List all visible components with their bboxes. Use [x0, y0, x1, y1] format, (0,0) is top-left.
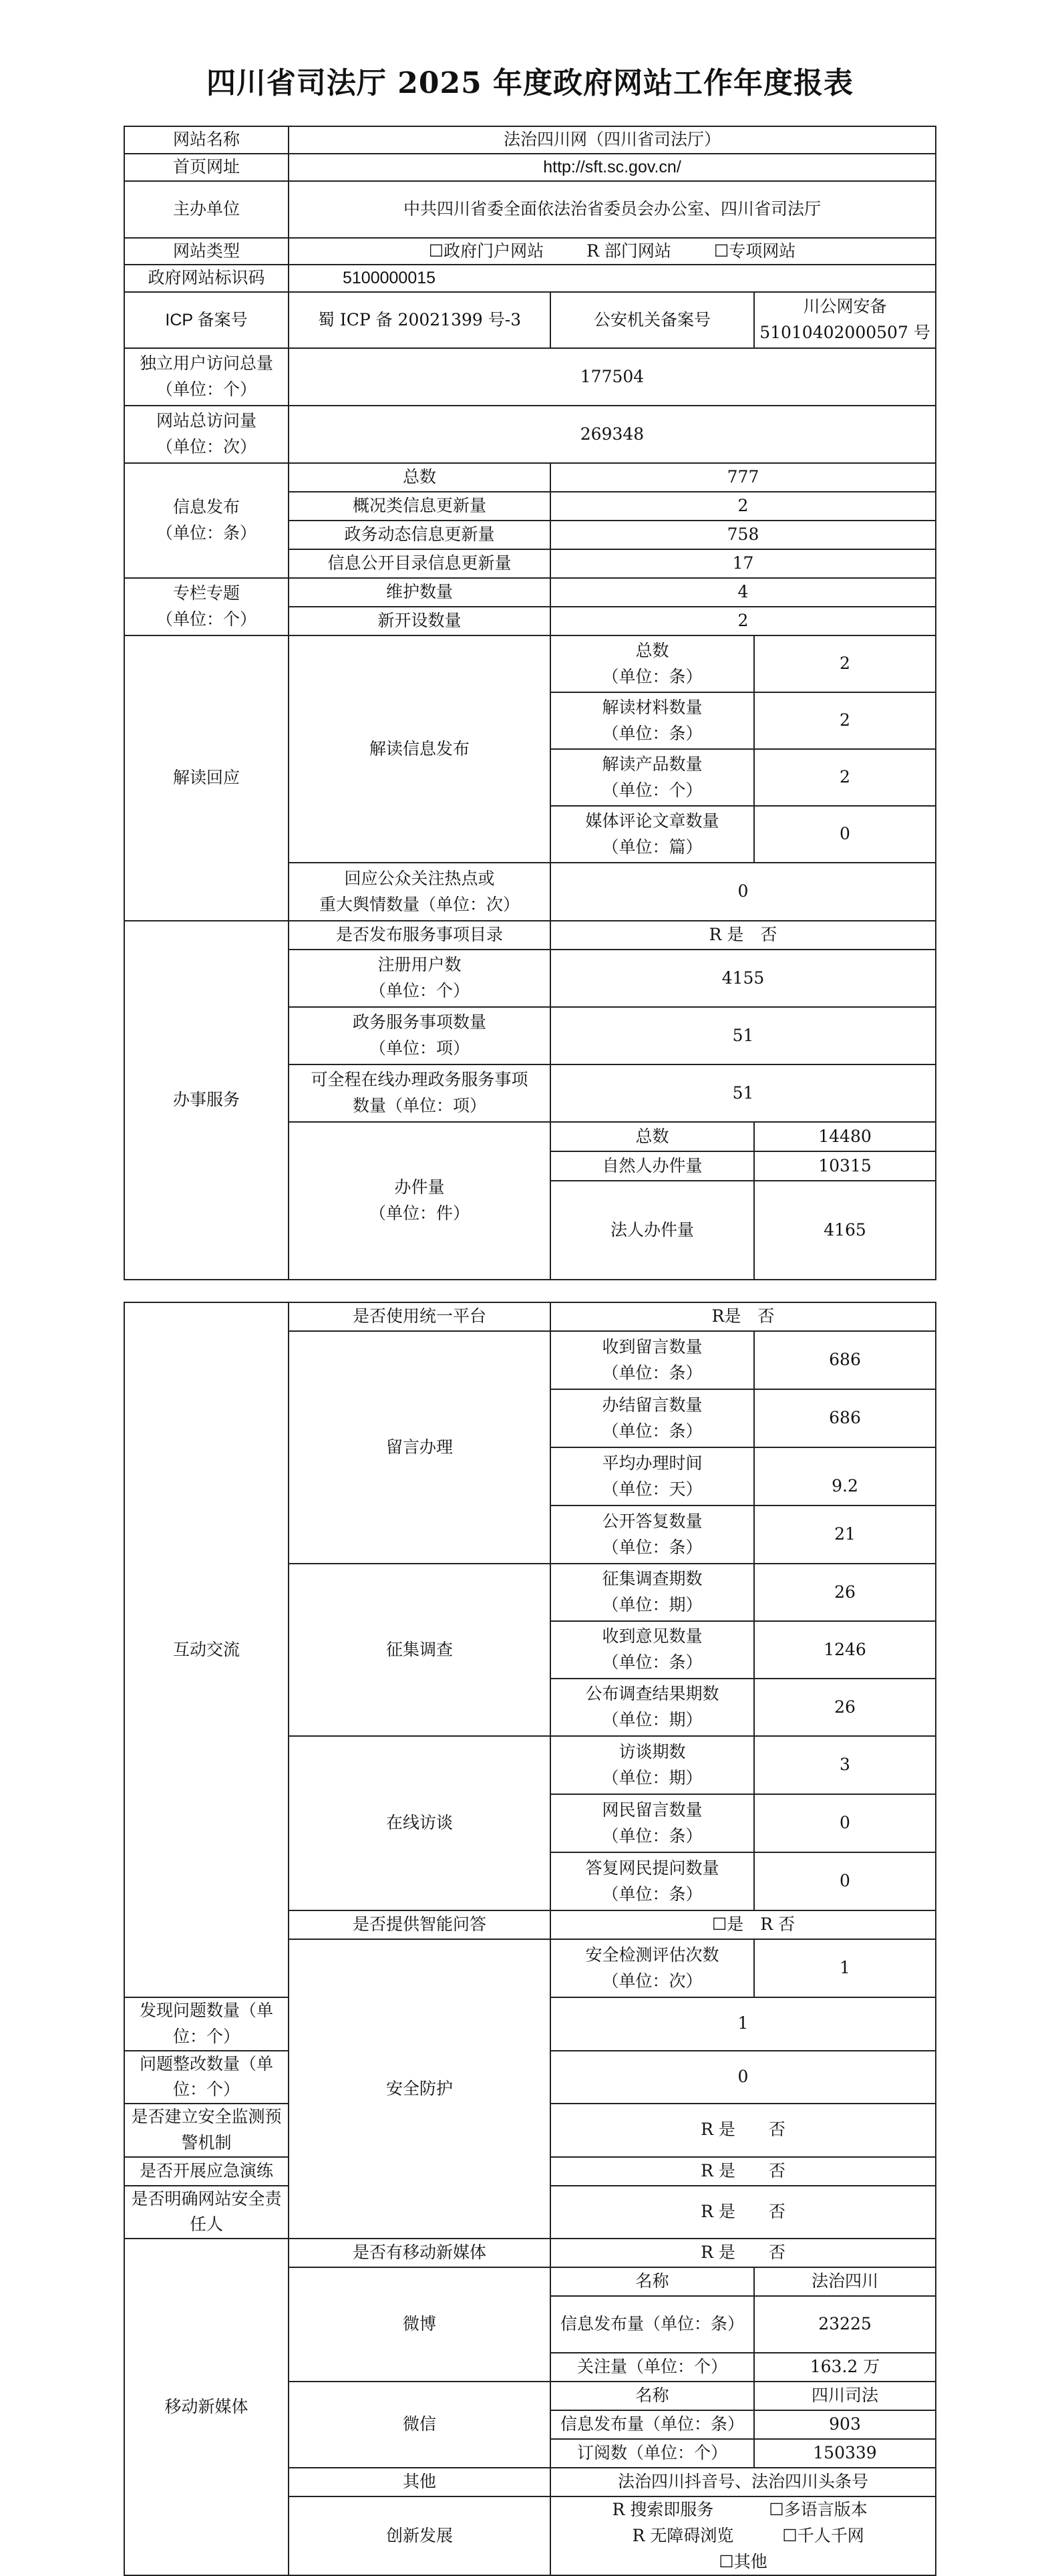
weibo-follow-label: 关注量（单位：个）	[550, 2353, 754, 2382]
site-type-special-checkbox: ☐专项网站	[713, 241, 796, 261]
security-checks-value: 1	[754, 1939, 936, 1997]
netizen-msg-value: 0	[754, 1794, 936, 1852]
service-legal-label: 法人办件量	[550, 1181, 754, 1280]
info-release-label: 信息发布 （单位：条）	[124, 463, 289, 578]
platform-label: 是否使用统一平台	[289, 1302, 550, 1331]
site-type-portal-checkbox: ☐政府门户网站	[428, 241, 544, 261]
innovation-personalized-checkbox: ☐千人千网	[782, 2525, 864, 2545]
table-row	[124, 1302, 936, 1331]
security-label: 安全防护	[289, 1939, 550, 2239]
host-unit-value: 中共四川省委全面依法治省委员会办公室、四川省司法厅	[289, 181, 936, 238]
site-id-value: 5100000015	[289, 265, 936, 292]
wechat-label: 微信	[289, 2382, 550, 2468]
icp-value: 蜀 ICP 备 20021399 号-3	[289, 292, 550, 348]
security-fixed-label: 问题整改数量（单位：个）	[124, 2051, 289, 2104]
survey-periods-label: 征集调查期数 （单位：期）	[550, 1564, 754, 1621]
interaction-label: 互动交流	[124, 1302, 289, 1997]
msg-public-value: 21	[754, 1506, 936, 1564]
page-views-value: 269348	[289, 406, 936, 463]
unique-visitors-value: 177504	[289, 348, 936, 406]
smart-qa-value: ☐是 R 否	[550, 1910, 936, 1939]
interp-respond-value: 0	[550, 863, 936, 921]
icp-label: ICP 备案号	[124, 292, 289, 348]
service-catalog-label: 是否发布服务事项目录	[289, 921, 550, 950]
mobile-media-label: 移动新媒体	[124, 2239, 289, 2575]
survey-results-label: 公布调查结果期数 （单位：期）	[550, 1679, 754, 1736]
page-title: 四川省司法厅 2025 年度政府网站工作年度报表	[206, 66, 854, 100]
column-topic-label: 专栏专题 （单位：个）	[124, 578, 289, 635]
platform-value: R是 否	[550, 1302, 936, 1331]
security-duty-value: R 是 否	[550, 2186, 936, 2239]
police-record-value: 川公网安备 51010402000507 号	[754, 292, 936, 348]
interp-total-value: 2	[754, 635, 936, 692]
survey-opinions-value: 1246	[754, 1621, 936, 1679]
mobile-other-label: 其他	[289, 2468, 550, 2496]
weibo-posts-value: 23225	[754, 2296, 936, 2353]
netizen-msg-label: 网民留言数量 （单位：条）	[550, 1794, 754, 1852]
service-label: 办事服务	[124, 921, 289, 1280]
weibo-posts-label: 信息发布量（单位：条）	[550, 2296, 754, 2353]
service-users-value: 4155	[550, 950, 936, 1007]
service-items-label: 政务服务事项数量 （单位：项）	[289, 1007, 550, 1064]
service-volume-label: 办件量 （单位：件）	[289, 1122, 550, 1280]
service-volume-total-label: 总数	[550, 1122, 754, 1151]
interp-total-label: 总数 （单位：条）	[550, 635, 754, 692]
service-items-value: 51	[550, 1007, 936, 1064]
service-catalog-value: R 是 否	[550, 921, 936, 950]
table-row	[124, 238, 936, 265]
wechat-posts-label: 信息发布量（单位：条）	[550, 2410, 754, 2439]
host-unit-label: 主办单位	[124, 181, 289, 238]
site-type-department-checkbox: R 部门网站	[586, 241, 671, 261]
service-natural-value: 10315	[754, 1151, 936, 1181]
survey-label: 征集调查	[289, 1564, 550, 1736]
weibo-follow-value: 163.2 万	[754, 2353, 936, 2382]
wechat-name-value: 四川司法	[754, 2382, 936, 2410]
interp-respond-label: 回应公众关注热点或 重大舆情数量（单位：次）	[289, 863, 550, 921]
security-fixed-value: 0	[550, 2051, 936, 2104]
table-row	[124, 921, 936, 950]
security-drill-label: 是否开展应急演练	[124, 2157, 289, 2186]
answer-value: 0	[754, 1852, 936, 1910]
wechat-posts-value: 903	[754, 2410, 936, 2439]
smart-qa-label: 是否提供智能问答	[289, 1910, 550, 1939]
table-row	[124, 265, 936, 292]
homepage-url-label: 首页网址	[124, 154, 289, 181]
column-new-label: 新开设数量	[289, 607, 550, 635]
answer-label: 答复网民提问数量 （单位：条）	[550, 1852, 754, 1910]
security-checks-label: 安全检测评估次数 （单位：次）	[550, 1939, 754, 1997]
info-total-label: 总数	[289, 463, 550, 492]
info-news-value: 758	[550, 521, 936, 549]
innovation-search-checkbox: R 搜索即服务	[612, 2500, 714, 2519]
service-natural-label: 自然人办件量	[550, 1151, 754, 1181]
talk-periods-value: 3	[754, 1736, 936, 1794]
page-views-label: 网站总访问量 （单位：次）	[124, 406, 289, 463]
table-row	[124, 406, 936, 463]
column-maintain-label: 维护数量	[289, 578, 550, 607]
innovation-options	[550, 2496, 936, 2575]
innovation-accessible-checkbox: R 无障碍浏览	[632, 2525, 734, 2545]
msg-public-label: 公开答复数量 （单位：条）	[550, 1506, 754, 1564]
police-record-label: 公安机关备案号	[550, 292, 754, 348]
interp-media-label: 媒体评论文章数量 （单位：篇）	[550, 806, 754, 863]
innovation-label: 创新发展	[289, 2496, 550, 2575]
table-row	[124, 126, 936, 154]
wechat-subs-value: 150339	[754, 2439, 936, 2468]
info-overview-value: 2	[550, 492, 936, 521]
interp-material-value: 2	[754, 692, 936, 749]
table-row	[124, 348, 936, 406]
security-duty-label: 是否明确网站安全责任人	[124, 2186, 289, 2239]
talk-periods-label: 访谈期数 （单位：期）	[550, 1736, 754, 1794]
interp-product-value: 2	[754, 749, 936, 806]
info-catalog-label: 信息公开目录信息更新量	[289, 549, 550, 578]
mobile-other-value: 法治四川抖音号、法治四川头条号	[550, 2468, 936, 2496]
info-news-label: 政务动态信息更新量	[289, 521, 550, 549]
info-total-value: 777	[550, 463, 936, 492]
interp-material-label: 解读材料数量 （单位：条）	[550, 692, 754, 749]
interp-product-label: 解读产品数量 （单位：个）	[550, 749, 754, 806]
mobile-has-label: 是否有移动新媒体	[289, 2239, 550, 2267]
table-row	[124, 2239, 936, 2267]
report-table-part-1	[124, 126, 936, 1280]
weibo-label: 微博	[289, 2267, 550, 2382]
info-catalog-value: 17	[550, 549, 936, 578]
table-row	[124, 154, 936, 181]
survey-results-value: 26	[754, 1679, 936, 1736]
info-overview-label: 概况类信息更新量	[289, 492, 550, 521]
site-type-options	[289, 238, 936, 265]
table-row	[124, 578, 936, 607]
service-online-label: 可全程在线办理政务服务事项 数量（单位：项）	[289, 1064, 550, 1122]
msg-done-value: 686	[754, 1389, 936, 1447]
report-table-part-2	[124, 1302, 936, 2576]
security-found-label: 发现问题数量（单位：个）	[124, 1997, 289, 2051]
site-name-label: 网站名称	[124, 126, 289, 154]
homepage-url-link[interactable]: http://sft.sc.gov.cn/	[289, 154, 936, 181]
survey-periods-value: 26	[754, 1564, 936, 1621]
msg-avg-value: 9.2	[754, 1447, 936, 1506]
wechat-name-label: 名称	[550, 2382, 754, 2410]
table-row	[124, 463, 936, 492]
security-found-value: 1	[550, 1997, 936, 2051]
msg-received-value: 686	[754, 1331, 936, 1389]
msg-done-label: 办结留言数量 （单位：条）	[550, 1389, 754, 1447]
message-handling-label: 留言办理	[289, 1331, 550, 1564]
table-row	[124, 635, 936, 692]
innovation-multilang-checkbox: ☐多语言版本	[769, 2500, 868, 2519]
security-monitor-value: R 是 否	[550, 2104, 936, 2157]
security-monitor-label: 是否建立安全监测预警机制	[124, 2104, 289, 2157]
weibo-name-value: 法治四川	[754, 2267, 936, 2296]
interp-media-value: 0	[754, 806, 936, 863]
service-online-value: 51	[550, 1064, 936, 1122]
service-volume-total-value: 14480	[754, 1122, 936, 1151]
wechat-subs-label: 订阅数（单位：个）	[550, 2439, 754, 2468]
survey-opinions-label: 收到意见数量 （单位：条）	[550, 1621, 754, 1679]
online-interview-label: 在线访谈	[289, 1736, 550, 1910]
msg-received-label: 收到留言数量 （单位：条）	[550, 1331, 754, 1389]
column-new-value: 2	[550, 607, 936, 635]
service-legal-value: 4165	[754, 1181, 936, 1280]
mobile-has-value: R 是 否	[550, 2239, 936, 2267]
site-id-label: 政府网站标识码	[124, 265, 289, 292]
site-name-value: 法治四川网（四川省司法厅）	[289, 126, 936, 154]
msg-avg-label: 平均办理时间 （单位：天）	[550, 1447, 754, 1506]
interp-release-label: 解读信息发布	[289, 635, 550, 863]
interpretation-label: 解读回应	[124, 635, 289, 921]
site-type-label: 网站类型	[124, 238, 289, 265]
weibo-name-label: 名称	[550, 2267, 754, 2296]
security-drill-value: R 是 否	[550, 2157, 936, 2186]
table-row	[124, 292, 936, 348]
unique-visitors-label: 独立用户访问总量 （单位：个）	[124, 348, 289, 406]
innovation-other-checkbox: ☐其他	[719, 2551, 767, 2571]
table-row	[124, 181, 936, 238]
service-users-label: 注册用户数 （单位：个）	[289, 950, 550, 1007]
column-maintain-value: 4	[550, 578, 936, 607]
